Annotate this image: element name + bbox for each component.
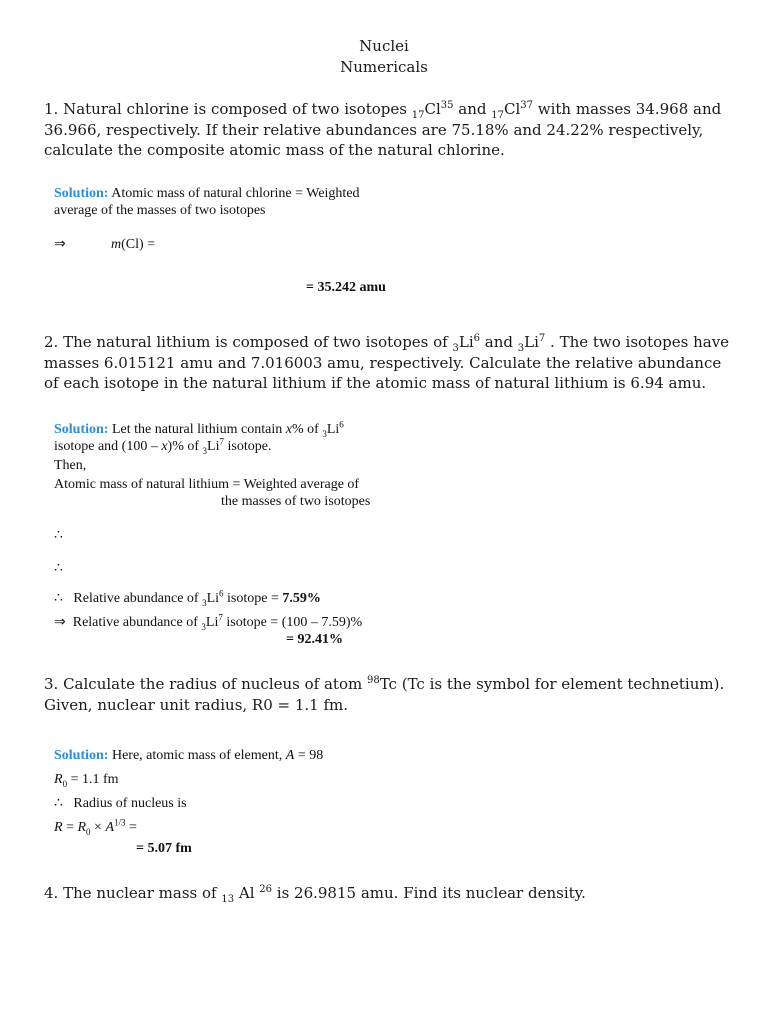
s2-text-2b: )% of [167, 439, 203, 454]
question-2 [44, 332, 734, 394]
solution-1 [54, 185, 360, 219]
s1-line-2: average of the masses of two isotopes [54, 203, 266, 218]
s3-line-2 [54, 768, 323, 792]
s2-ra1v: 7.59% [282, 591, 321, 606]
q2-mass-number-2: 7 [538, 333, 546, 344]
q2-and: and [480, 333, 518, 351]
s3-result: = 5.07 fm [136, 841, 192, 856]
s3-R: R [54, 772, 63, 787]
s2-line-4: the masses of two isotopes [221, 494, 371, 509]
s2-el-3: Li [206, 591, 220, 606]
q1-element-2: Cl [503, 100, 521, 118]
s3-text-2: = 1.1 fm [67, 772, 119, 787]
s3-text-3: Radius of nucleus is [73, 796, 187, 811]
s1-text-1: Atomic mass of natural chlorine = Weighted [111, 186, 360, 201]
s3-R-2: R [54, 820, 63, 835]
s2-x: x [285, 422, 292, 437]
solution-2 [54, 421, 370, 510]
s2-abundance-li7 [54, 614, 362, 631]
s3-A: A [285, 748, 295, 763]
s3-A-2: A [105, 820, 114, 835]
s2-el-4: Li [205, 615, 219, 630]
s2-therefore-2: ∴ [54, 561, 63, 576]
q2-element: Li [458, 333, 474, 351]
s1-line-1 [54, 185, 360, 202]
s3-times: × [90, 820, 106, 835]
s1-m: m [111, 237, 122, 252]
s3-line-1 [54, 744, 323, 768]
s3-exponent: 1/3 [114, 817, 126, 828]
s2-z-3: 3 [202, 597, 207, 608]
s3-sub-0-2: 0 [86, 826, 91, 837]
q2-element-2: Li [524, 333, 539, 351]
s2-el: Li [326, 422, 340, 437]
s2-line-1 [54, 421, 370, 438]
q4-text-end: is 26.9815 amu. Find its nuclear density. [272, 884, 586, 902]
s2-line-2 [54, 438, 370, 455]
s3-line-4: $R = R_0 \times A^{1/3}$ = [54, 817, 137, 837]
s2-therefore-3: ∴ [54, 591, 63, 606]
solution-label: Solution: [54, 748, 109, 763]
s3-R-3: R [77, 820, 87, 835]
s3-text-1b: = 98 [294, 748, 324, 763]
question-1 [44, 99, 734, 161]
q4-element: Al [234, 884, 260, 902]
q3-text-end: Tc (Tc is the symbol for element technetium). Given, nuclear unit radius, R0 = 1.1 fm. [44, 675, 725, 714]
q2-mass-number-1: 6 [473, 333, 481, 344]
s1-arrow: ⇒ [54, 237, 66, 252]
s2-x-2: x [161, 439, 168, 454]
q1-atomic-number: 17 [411, 110, 425, 121]
s2-ra1: Relative abundance of [73, 591, 203, 606]
solution-3 [54, 744, 323, 840]
s2-a1-2: 6 [219, 588, 224, 599]
s2-arrow: ⇒ [54, 615, 66, 630]
s3-line-3 [54, 792, 323, 816]
q2-text-end: . The two isotopes have masses 6.015121 amu and 7.016003 amu, respectively. Calculate the relative abundance of each isotope in the natural lithium if the atomic mass of natural lithium is 6.94 amu. [44, 333, 730, 392]
s1-result: = 35.242 amu [306, 280, 386, 295]
s2-el-2: Li [207, 439, 220, 454]
q1-element: Cl [424, 100, 441, 118]
s2-result: = 92.41% [286, 632, 343, 647]
q1-mass-number-1: 35 [440, 100, 454, 111]
solution-label: Solution: [54, 422, 109, 437]
s3-eq: = [125, 820, 137, 835]
q4-text-start: 4. The nuclear mass of [44, 884, 222, 902]
s2-therefore-1: ∴ [54, 528, 63, 543]
document-subtitle: Numericals [340, 58, 428, 76]
s2-z-2: 3 [202, 445, 208, 456]
s3-sub-0: 0 [62, 778, 68, 789]
s1-mass-equation [111, 236, 155, 253]
s2-z-4: 3 [201, 621, 206, 632]
s2-then: Then, [54, 458, 87, 473]
s1-m-rest: (Cl) = [121, 237, 156, 252]
s2-line-3: Atomic mass of natural lithium = Weighted average of [54, 477, 360, 492]
q1-mass-number-2: 37 [520, 100, 533, 111]
q4-atomic-number: 13 [221, 894, 235, 905]
question-3 [44, 674, 734, 715]
s3-therefore: ∴ [54, 796, 63, 811]
q1-atomic-number-2: 17 [491, 110, 504, 121]
s2-a2-2: 7 [218, 612, 223, 623]
q1-and: and [453, 100, 492, 118]
s2-ra2b: isotope = (100 – 7.59)% [222, 615, 363, 630]
document-title: Nuclei [359, 37, 409, 55]
q4-mass-number: 26 [259, 884, 272, 895]
s2-text-2c: isotope. [224, 439, 272, 454]
s2-text-2a: isotope and (100 – [54, 439, 162, 454]
s2-z: 3 [322, 428, 327, 439]
s2-text-1b: % of [291, 422, 323, 437]
s2-a2: 7 [219, 436, 224, 447]
s2-abundance-li6 [54, 590, 321, 607]
solution-label: Solution: [54, 186, 109, 201]
q1-text-end: with masses 34.968 and 36.966, respectively. If their relative abundances are 75.18% and 24.22% respectively, calculate the composite atomic mass of the natural chlorine. [44, 100, 722, 159]
s2-text-1a: Let the natural lithium contain [111, 422, 286, 437]
question-4 [44, 883, 734, 904]
q2-text-start: 2. The natural lithium is composed of two isotopes of [44, 333, 453, 351]
s3-text-1: Here, atomic mass of element, [111, 748, 286, 763]
q2-atomic-number: 3 [452, 343, 459, 354]
q2-atomic-number-2: 3 [517, 343, 525, 354]
s2-ra1b: isotope = [223, 591, 283, 606]
q3-text-start: 3. Calculate the radius of nucleus of atom [44, 675, 367, 693]
s2-a1: 6 [339, 419, 344, 430]
q3-mass-number: 98 [366, 675, 380, 686]
s2-ra1-2: Relative abundance of [72, 615, 202, 630]
q1-text-start: 1. Natural chlorine is composed of two isotopes [44, 100, 412, 118]
